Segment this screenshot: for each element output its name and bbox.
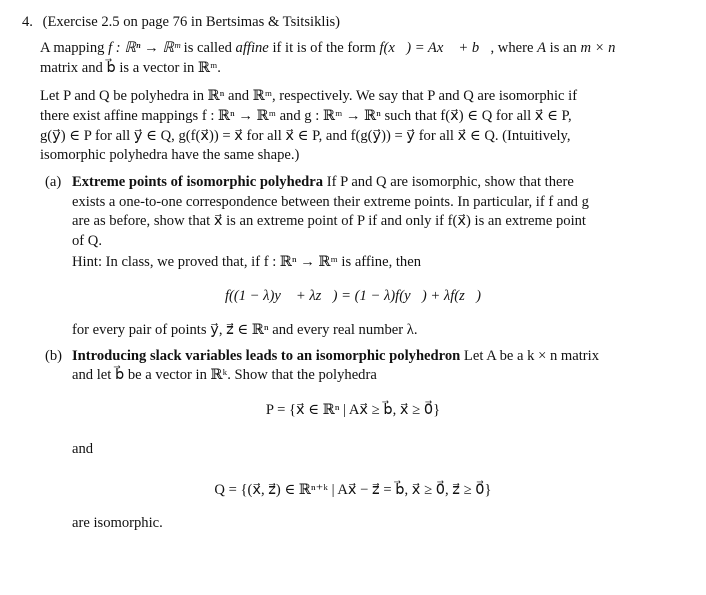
- intro-math-dims: m × n: [580, 40, 616, 56]
- part-a-line-3: are as before, show that x⃗ is an extreme point of P if and only if f(x⃗) is an extreme point: [72, 213, 586, 229]
- intro-math-form: f(x⃗) = Ax⃗ + b⃗: [379, 40, 491, 56]
- intro-text: is called: [180, 40, 236, 56]
- part-b-equation-P: P = {x⃗ ∈ ℝⁿ | Ax⃗ ≥ b⃗, x⃗ ≥ 0⃗}: [265, 402, 441, 418]
- part-b-equation-Q: Q = {(x⃗, z⃗) ∈ ℝⁿ⁺ᵏ | Ax⃗ − z⃗ = b⃗, x⃗ ≥ 0⃗, z⃗ ≥ 0⃗}: [214, 482, 492, 498]
- part-b-closing-line: are isomorphic.: [72, 515, 163, 531]
- intro-affine-term: affine: [235, 40, 269, 56]
- part-a-closing-line: for every pair of points y⃗, z⃗ ∈ ℝⁿ and every real number λ.: [72, 322, 418, 338]
- exercise-title: (Exercise 2.5 on page 76 in Bertsimas & Tsitsiklis): [42, 14, 341, 30]
- intro-line-2: matrix and b⃗ is a vector in ℝᵐ.: [40, 60, 221, 76]
- part-b-line-2: and let b⃗ be a vector in ℝᵏ. Show that the polyhedra: [72, 367, 377, 383]
- part-a-hint: Hint: In class, we proved that, if f : ℝⁿ → ℝᵐ is affine, then: [72, 254, 422, 270]
- part-a-label: (a): [45, 174, 62, 190]
- part-b-label: (b): [45, 348, 63, 364]
- intro-math-A: A: [537, 40, 547, 56]
- part-a-line-1: [72, 173, 574, 193]
- definition-line-4: isomorphic polyhedra have the same shape.): [40, 147, 300, 163]
- definition-line-1: Let P and Q be polyhedra in ℝⁿ and ℝᵐ, respectively. We say that P and Q are isomorphic if: [40, 88, 578, 104]
- intro-text: if it is of the form: [268, 40, 380, 56]
- part-a-line-2: exists a one-to-one correspondence between their extreme points. In particular, if f and g: [72, 194, 589, 210]
- part-a-text: If P and Q are isomorphic, show that there: [323, 174, 574, 190]
- part-a-equation: f((1 − λ)y⃗ + λz⃗) = (1 − λ)f(y⃗) + λf(z⃗): [224, 288, 482, 304]
- part-b-heading: Introducing slack variables leads to an isomorphic polyhedron: [72, 348, 461, 364]
- part-b-line-1: [72, 347, 599, 367]
- exercise-number: 4.: [22, 14, 33, 30]
- exercise-title-line: [22, 13, 340, 33]
- intro-text: is an: [546, 40, 581, 56]
- definition-line-3: g(y⃗) ∈ P for all y⃗ ∈ Q, g(f(x⃗)) = x⃗ for all x⃗ ∈ P, and f(g(y⃗)) = y⃗ for all x⃗ ∈ Q. (Intuitively,: [40, 128, 571, 144]
- part-a-heading: Extreme points of isomorphic polyhedra: [72, 174, 324, 190]
- part-a-line-4: of Q.: [72, 233, 102, 249]
- part-b-text: Let A be a k × n matrix: [460, 348, 600, 364]
- intro-text: , where: [490, 40, 538, 56]
- intro-math-mapping: f : ℝⁿ → ℝᵐ: [108, 40, 181, 56]
- intro-text: A mapping: [40, 40, 109, 56]
- intro-line-1: [40, 39, 615, 59]
- definition-line-2: there exist affine mappings f : ℝⁿ → ℝᵐ and g : ℝᵐ → ℝⁿ such that f(x⃗) ∈ Q for all x⃗ ∈ P,: [40, 108, 572, 124]
- part-b-and: and: [72, 441, 94, 457]
